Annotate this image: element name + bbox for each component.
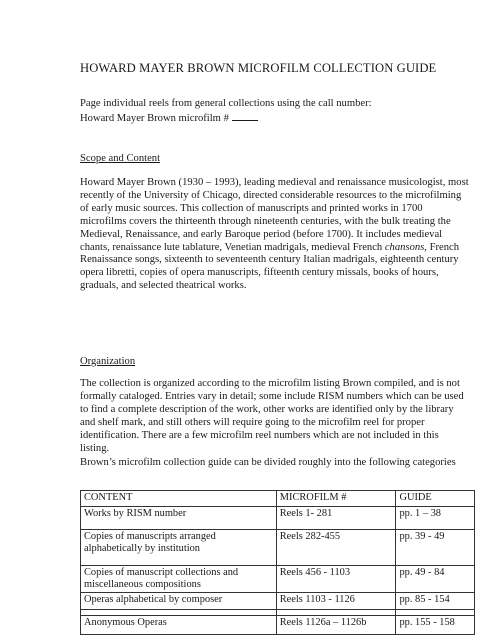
cell-guide: pp. 39 - 49 — [396, 530, 475, 566]
scope-text-2: , French Renaissance songs, sixteenth to seventeenth century Italian madrigals, eighteenth century opera libretti, copies of opera manuscripts, fifteenth century missals, books of hours, graduals, and selected theatrical works. — [80, 241, 460, 292]
cell-microfilm: Reels 1- 281 — [276, 507, 396, 530]
scope-italic-term: chansons — [384, 241, 425, 253]
cell-content: Copies of manuscript collections and miscellaneous compositions — [81, 566, 277, 593]
categories-table — [80, 490, 475, 635]
cell-guide: pp. 49 - 84 — [396, 566, 475, 593]
header-guide: GUIDE — [396, 491, 475, 507]
cell-guide: pp. 1 – 38 — [396, 507, 475, 530]
table-row — [81, 616, 475, 635]
call-number-line-1: Page individual reels from general collections using the call number: — [80, 98, 372, 109]
cell-content: Copies of manuscripts arranged alphabetically by institution — [81, 530, 277, 566]
organization-heading: Organization — [80, 356, 136, 367]
call-number-blank — [232, 111, 258, 121]
scope-heading: Scope and Content — [80, 153, 161, 164]
cell-microfilm: Reels 456 - 1103 — [276, 566, 396, 593]
table-row — [81, 507, 475, 530]
table-header-row — [81, 491, 475, 507]
document-title: HOWARD MAYER BROWN MICROFILM COLLECTION GUIDE — [80, 61, 437, 75]
table-row — [81, 530, 475, 566]
organization-paragraph: The collection is organized according to the microfilm listing Brown compiled, and is not formally cataloged. Entries vary in detail; some include RISM numbers which can be used to find a complete description of the work, other works are identified only by the library and shelf mark, and still others will require going to the microfilm reel for proper identification. There are a few microfilm reel numbers which are not included in this listing. — [80, 378, 464, 454]
call-number-instructions — [80, 98, 470, 126]
cell-content: Anonymous Operas — [81, 616, 277, 635]
cell-microfilm: Reels 282-455 — [276, 530, 396, 566]
scope-text-1: Howard Mayer Brown (1930 – 1993), leading medieval and renaissance musicologist, most recently of the University of Chicago, directed considerable resources to the microfilming of early music sources. This collection of manuscripts and printed works in 1700 microfilms covers the thirteenth through nineteenth centuries, with the bulk treating the Medieval, Renaissance, and early Baroque period (before 1700). It includes medieval chants, renaissance lute tablature, Venetian madrigals, medieval French — [80, 177, 469, 253]
header-microfilm: MICROFILM # — [276, 491, 396, 507]
categories-intro: Brown’s microfilm collection guide can be divided roughly into the following categories — [80, 457, 456, 468]
cell-guide: pp. 85 - 154 — [396, 593, 475, 610]
scope-paragraph — [80, 177, 470, 293]
header-content: CONTENT — [81, 491, 277, 507]
cell-content: Operas alphabetical by composer — [81, 593, 277, 610]
call-number-line-2: Howard Mayer Brown microfilm # — [80, 112, 229, 124]
cell-guide: pp. 155 - 158 — [396, 616, 475, 635]
cell-microfilm: Reels 1126a – 1126b — [276, 616, 396, 635]
table-row — [81, 566, 475, 593]
table-row — [81, 593, 475, 610]
cell-microfilm: Reels 1103 - 1126 — [276, 593, 396, 610]
cell-content: Works by RISM number — [81, 507, 277, 530]
